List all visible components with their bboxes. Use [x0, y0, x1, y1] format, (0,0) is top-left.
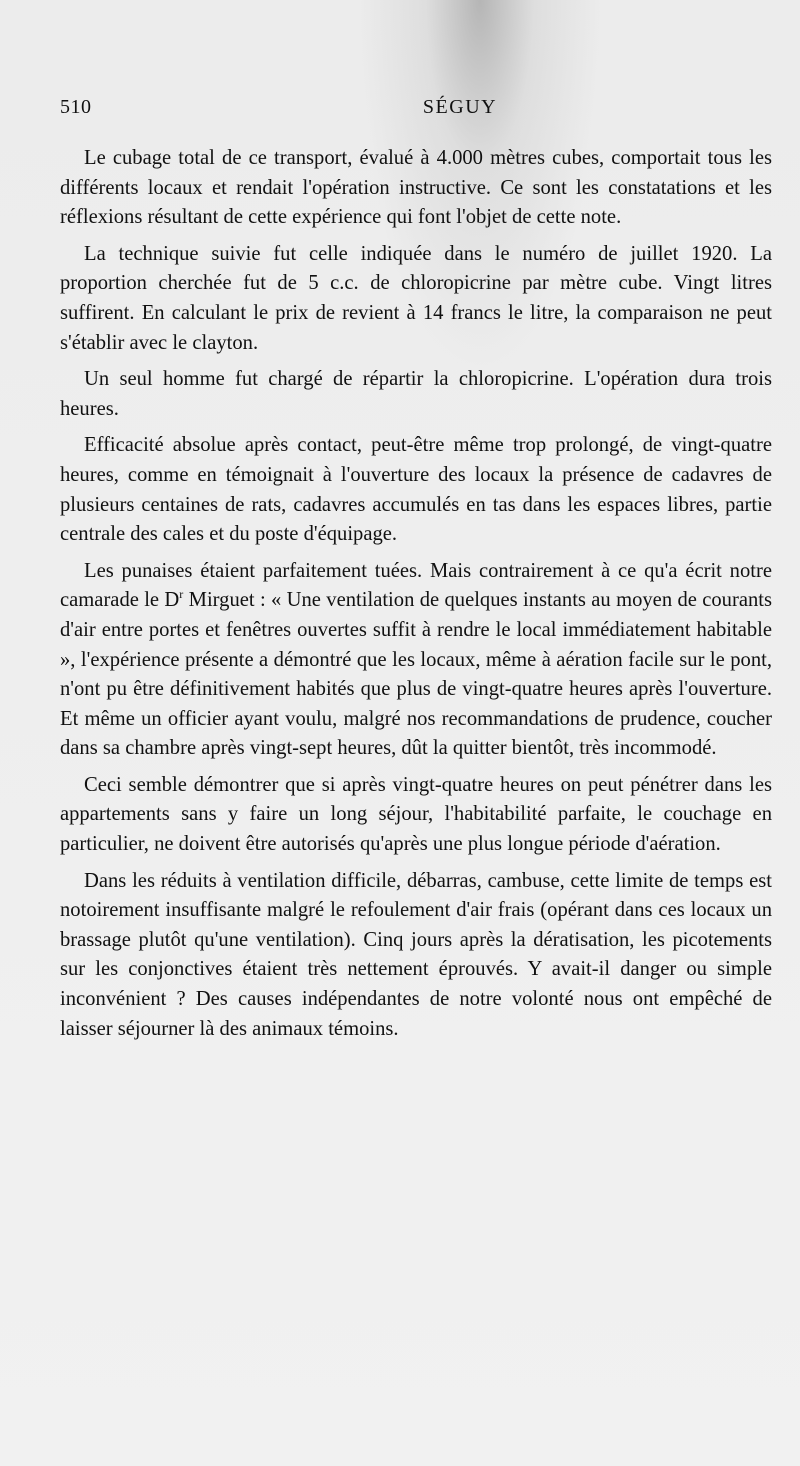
paragraph-4: Efficacité absolue après contact, peut-être même trop prolongé, de vingt-quatre heures, comme en témoignait à l'ouverture des locaux la présence de cadavres de plusieurs centaines de rats, cadavres accumulés en tas dans les espaces libres, partie centrale des cales et du poste d'équipage.: [60, 434, 772, 546]
paragraph-5-start: Les punaises étaient parfaitement tuées. Mais contrairement à ce qu'a écrit notre camarade le D: [60, 559, 772, 612]
page-header: [60, 96, 740, 126]
running-head: SÉGUY: [422, 96, 498, 118]
doctor-abbreviation-superscript: r: [179, 587, 184, 602]
paragraph-7: Dans les réduits à ventilation difficile, débarras, cambuse, cette limite de temps est notoirement insuffisante malgré le refoulement d'air frais (opérant dans ces locaux un brassage plutôt qu'une ventilation). Cinq jours après la dératisation, les picotements sur les conjonctives étaient très nettement éprouvés. Y avait-il danger ou simple inconvénient ? Des causes indépendantes de notre volonté nous ont empêché de laisser séjourner là des animaux témoins.: [60, 869, 772, 1040]
paragraph-3: Un seul homme fut chargé de répartir la chloropicrine. L'opération dura trois heures.: [60, 368, 772, 420]
page-number: 510: [60, 96, 92, 118]
paragraph-5: [60, 557, 772, 764]
body-text: [60, 144, 772, 1051]
paragraph-2: La technique suivie fut celle indiquée dans le numéro de juillet 1920. La proportion cherchée fut de 5 c.c. de chloropicrine par mètre cube. Vingt litres suffirent. En calculant le prix de revient à 14 francs le litre, la comparaison ne peut s'établir avec le clayton.: [60, 242, 772, 354]
paragraph-6: Ceci semble démontrer que si après vingt-quatre heures on peut pénétrer dans les appartements sans y faire un long séjour, l'habitabilité parfaite, le couchage en particulier, ne doivent être autorisés qu'après une plus longue période d'aération.: [60, 773, 772, 856]
paragraph-5-end: Mirguet : « Une ventilation de quelques instants au moyen de courants d'air entre portes et fenêtres ouvertes suffit à rendre le local immédiatement habitable », l'expérience présente a démontré que les locaux, même à aération facile sur le pont, n'ont pu être définitivement habités que plus de vingt-quatre heures après l'ouverture. Et même un officier ayant voulu, malgré nos recommandations de prudence, coucher dans sa chambre après vingt-sept heures, dût la quitter bientôt, très incommodé.: [60, 589, 772, 760]
paragraph-1: Le cubage total de ce transport, évalué à 4.000 mètres cubes, comportait tous les différents locaux et rendait l'opération instructive. Ce sont les constatations et les réflexions résultant de cette expérience qui font l'objet de cette note.: [60, 147, 772, 229]
